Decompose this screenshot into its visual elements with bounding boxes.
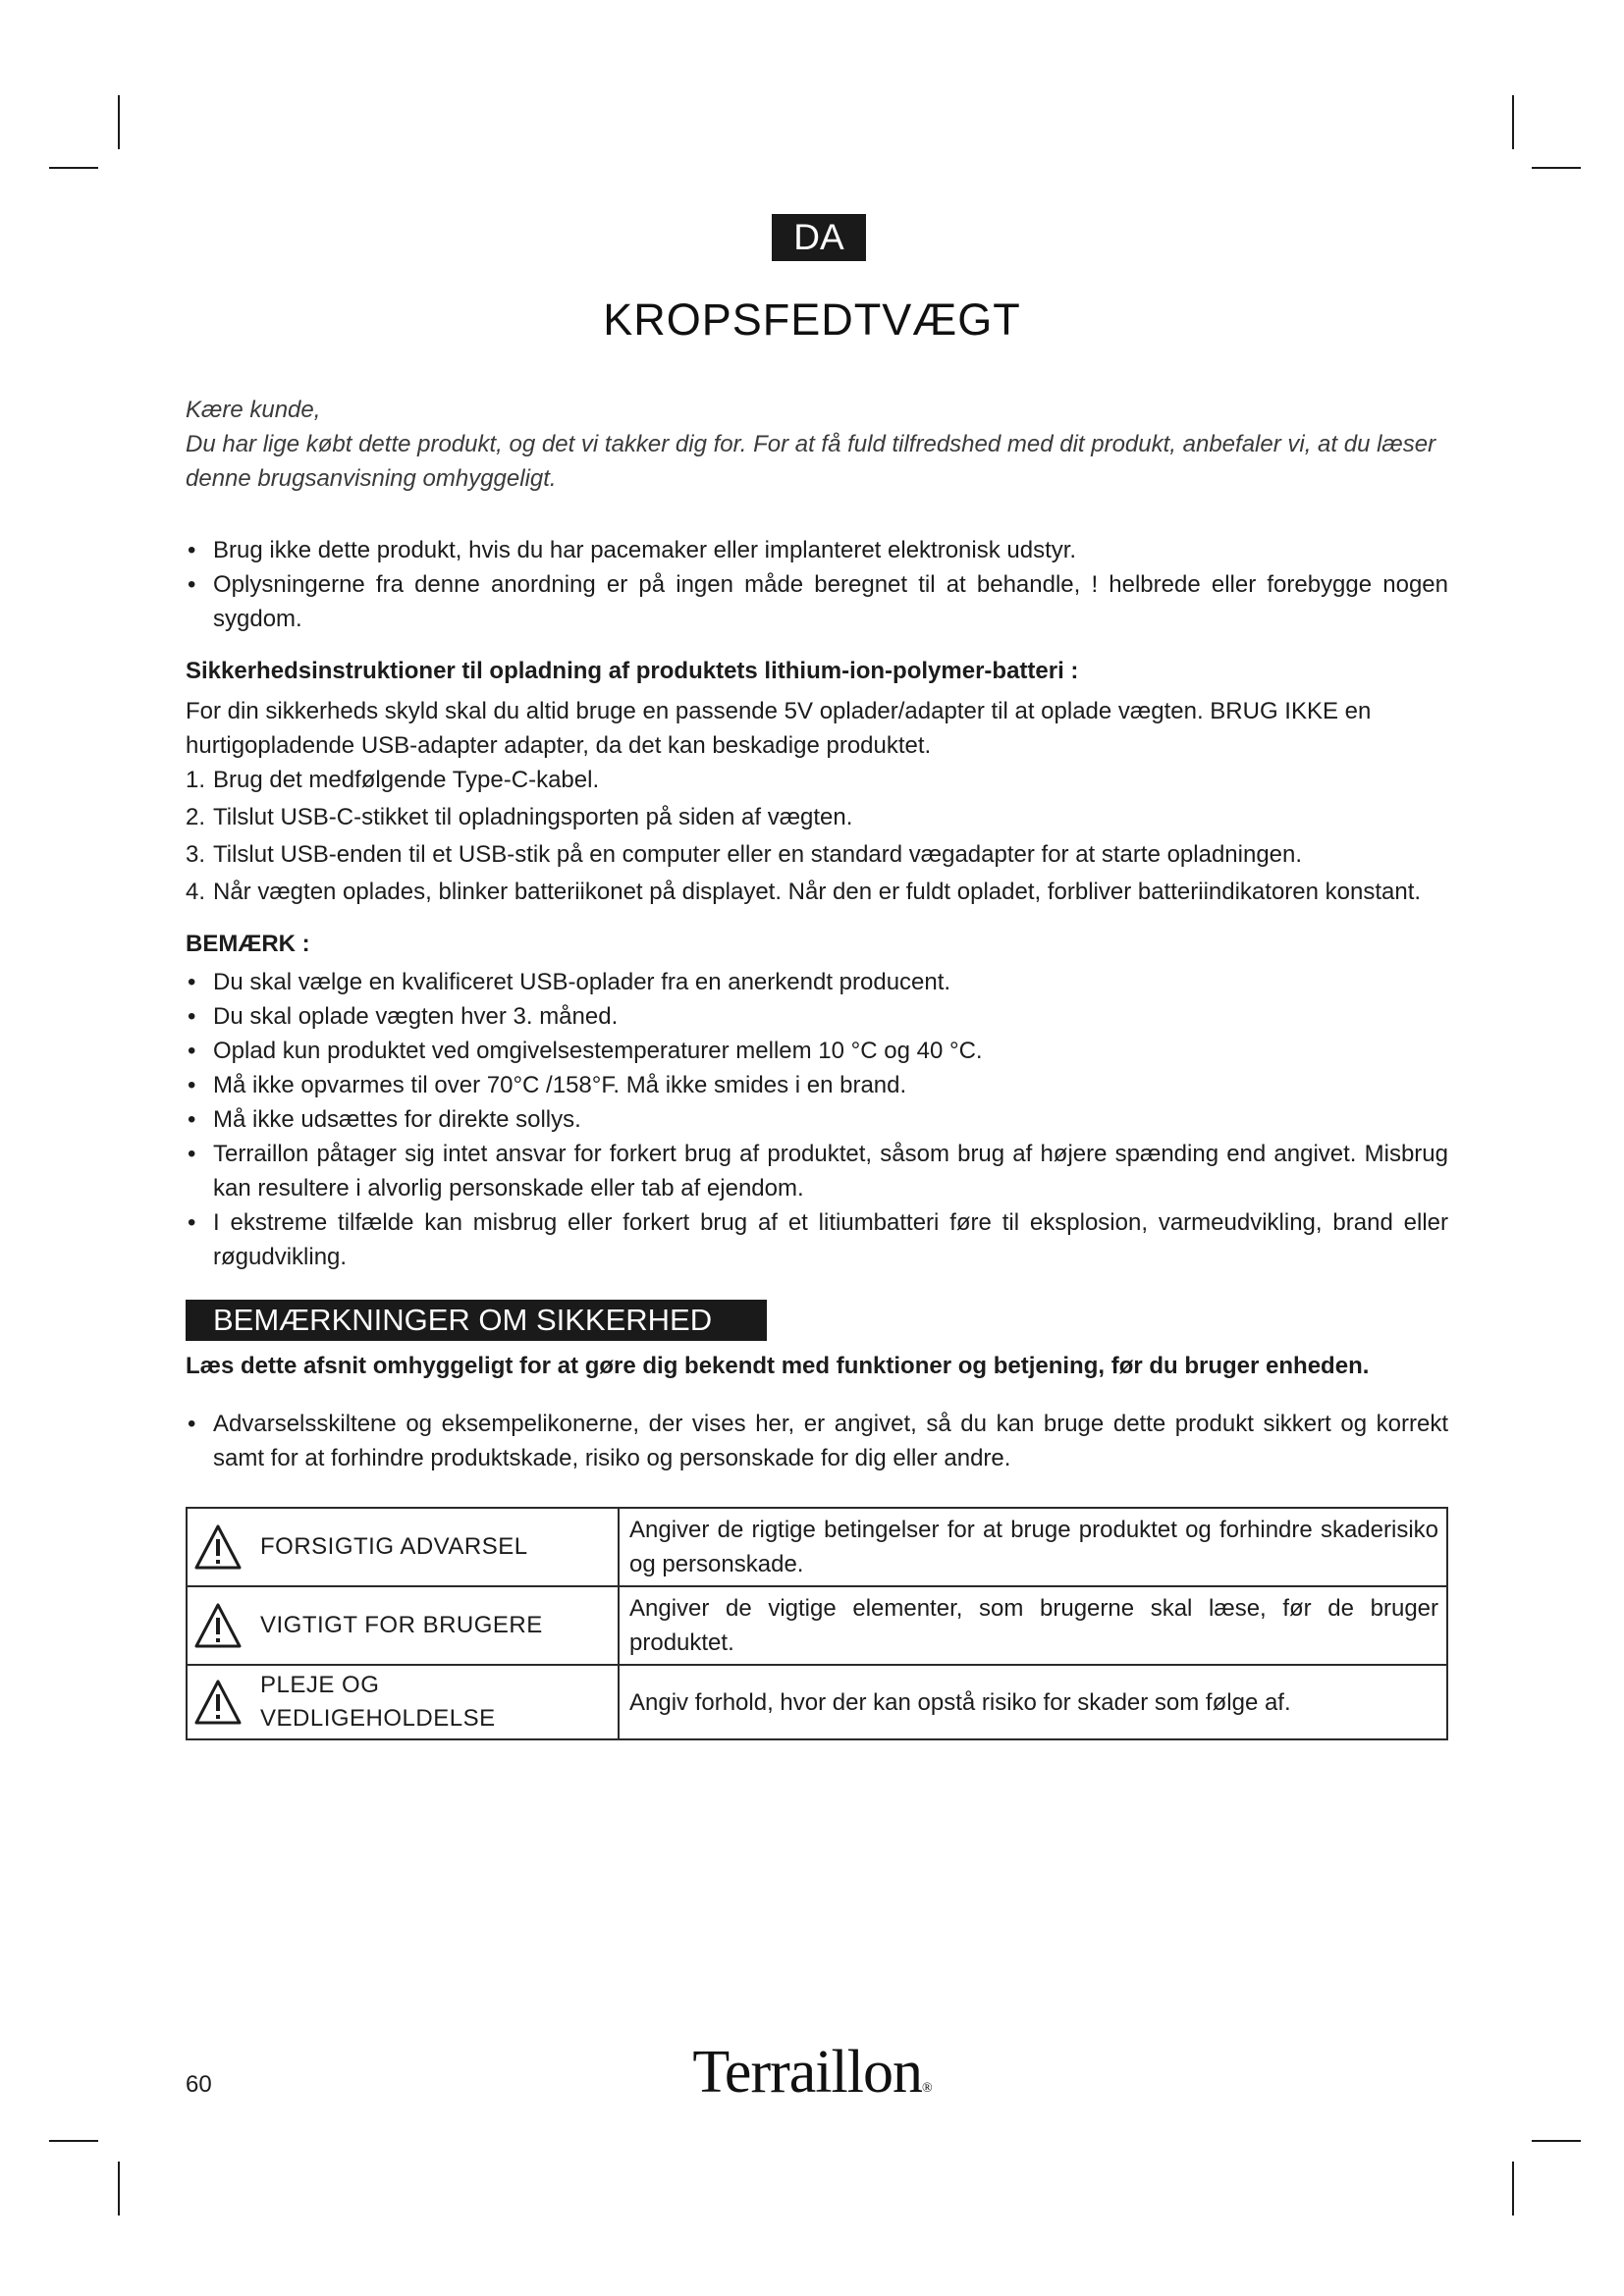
table-row xyxy=(187,1508,1447,1586)
safety-lead: Læs dette afsnit omhyggeligt for at gøre dig bekendt med funktioner og betjening, før du bruger enheden. xyxy=(186,1353,1370,1379)
list-item: • Du skal vælge en kvalificeret USB-oplader fra en anerkendt producent. xyxy=(186,965,1448,999)
list-item: • Må ikke udsættes for direkte sollys. xyxy=(186,1102,1448,1137)
warning-triangle-icon xyxy=(193,1523,243,1571)
step-number: 4. xyxy=(186,879,206,905)
charging-intro: For din sikkerheds skyld skal du altid bruge en passende 5V oplader/adapter til at oplade vægten. BRUG IKKE en hurtigopladende USB-adapter adapter, da det kan beskadige produktet. xyxy=(186,698,1372,759)
list-item: • Oplysningerne fra denne anordning er på ingen måde beregnet til at behandle, ! helbrede eller forebygge nogen sygdom. xyxy=(186,567,1448,636)
crop-mark xyxy=(1532,2140,1581,2142)
list-item: • Terraillon påtager sig intet ansvar for forkert brug af produktet, såsom brug af højere spænding end angivet. Misbrug kan resultere i alvorlig personskade eller tab af ejendom. xyxy=(186,1137,1448,1205)
safety-section xyxy=(186,1300,1448,1740)
page-title: KROPSFEDTVÆGT xyxy=(603,294,1021,345)
brand-logo xyxy=(0,2038,1624,2108)
list-item xyxy=(186,837,1448,872)
crop-mark xyxy=(118,95,120,149)
list-item: • Brug ikke dette produkt, hvis du har pacemaker eller implanteret elektronisk udstyr. xyxy=(186,533,1448,567)
document-body xyxy=(186,393,1448,1740)
step-text: Brug det medfølgende Type-C-kabel. xyxy=(213,767,600,793)
step-text: Når vægten oplades, blinker batteriikonet på displayet. Når den er fuldt opladet, forbliver batteriindikatoren konstant. xyxy=(213,879,1422,905)
crop-mark xyxy=(49,167,98,169)
safety-banner: BEMÆRKNINGER OM SIKKERHED xyxy=(186,1300,767,1341)
list-item: • Advarselsskiltene og eksempelikonerne, der vises her, er angivet, så du kan bruge dette produkt sikkert og korrekt samt for at forhindre produktskade, risiko og personskade for dig eller andre. xyxy=(186,1407,1448,1475)
crop-mark xyxy=(1512,2162,1514,2216)
step-number: 2. xyxy=(186,804,206,830)
brand-name: Terraillon xyxy=(692,2039,922,2106)
charging-heading: Sikkerhedsinstruktioner til opladning af produktets lithium-ion-polymer-batteri : xyxy=(186,658,1079,684)
crop-mark xyxy=(1532,167,1581,169)
note-heading: BEMÆRK : xyxy=(186,931,310,957)
list-item xyxy=(186,800,1448,834)
list-item: • Må ikke opvarmes til over 70°C /158°F. Må ikke smides i en brand. xyxy=(186,1068,1448,1102)
safety-table xyxy=(186,1507,1448,1740)
step-number: 3. xyxy=(186,841,206,868)
language-badge: DA xyxy=(772,214,866,261)
list-item: • I ekstreme tilfælde kan misbrug eller forkert brug af et litiumbatteri føre til eksplosion, varmeudvikling, brand eller røgudvikling. xyxy=(186,1205,1448,1274)
crop-mark xyxy=(1512,95,1514,149)
table-row xyxy=(187,1665,1447,1739)
warning-triangle-icon xyxy=(193,1679,243,1726)
safety-description: Angiver de vigtige elementer, som brugerne skal læse, før de bruger produktet. xyxy=(619,1586,1447,1665)
step-text: Tilslut USB-enden til et USB-stik på en computer eller en standard vægadapter for at starte opladningen. xyxy=(213,841,1303,868)
note-list xyxy=(186,965,1448,1274)
intro-greeting: Kære kunde, xyxy=(186,397,321,423)
step-text: Tilslut USB-C-stikket til opladningsporten på siden af vægten. xyxy=(213,804,853,830)
table-row xyxy=(187,1586,1447,1665)
list-item: • Du skal oplade vægten hver 3. måned. xyxy=(186,999,1448,1034)
warning-triangle-icon xyxy=(193,1602,243,1649)
registered-mark-icon: ® xyxy=(921,2081,932,2096)
safety-label: FORSIGTIG ADVARSEL xyxy=(260,1533,528,1560)
intro xyxy=(186,393,1448,496)
safety-list xyxy=(186,1407,1448,1475)
warning-list xyxy=(186,533,1448,636)
list-item xyxy=(186,763,1448,797)
page-number: 60 xyxy=(186,2071,212,2098)
list-item xyxy=(186,875,1448,909)
list-item: • Oplad kun produktet ved omgivelsestemperaturer mellem 10 °C og 40 °C. xyxy=(186,1034,1448,1068)
intro-text: Du har lige købt dette produkt, og det vi takker dig for. For at få fuld tilfredshed med dit produkt, anbefaler vi, at du læser denne brugsanvisning omhyggeligt. xyxy=(186,431,1436,492)
step-number: 1. xyxy=(186,767,206,793)
safety-label: PLEJE OG VEDLIGEHOLDELSE xyxy=(260,1672,496,1732)
safety-description: Angiv forhold, hvor der kan opstå risiko for skader som følge af. xyxy=(619,1665,1447,1739)
safety-label: VIGTIGT FOR BRUGERE xyxy=(260,1612,543,1638)
crop-mark xyxy=(49,2140,98,2142)
safety-description: Angiver de rigtige betingelser for at bruge produktet og forhindre skaderisiko og personskade. xyxy=(619,1508,1447,1586)
charging-steps xyxy=(186,763,1448,909)
crop-mark xyxy=(118,2162,120,2216)
